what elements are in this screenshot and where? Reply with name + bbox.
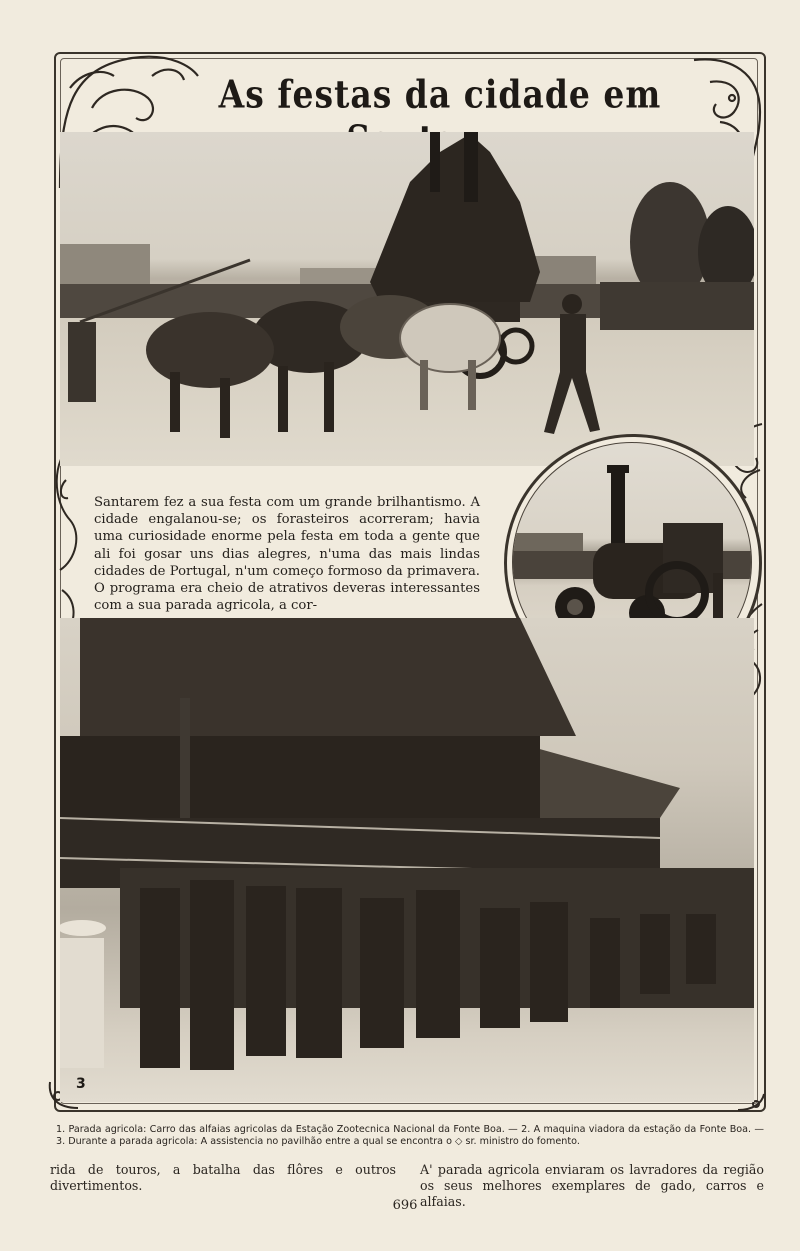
photo-3-number: 3: [76, 1076, 86, 1092]
page-number: 696: [392, 1198, 418, 1213]
photo-captions: 1. Parada agricola: Carro das alfaias agricolas da Estação Zootecnica Nacional da Fonte Boa. — 2. A maquina viadora da estação da Fonte Boa. — 3. Durante a parada agricola: A assistencia no pavilhão entre a qual se encontra o ◇ sr. ministro do fomento.: [56, 1124, 764, 1147]
article-intro: [94, 494, 480, 614]
article-continuation-left: rida de touros, a batalha das flôres e outros divertimentos.: [50, 1162, 396, 1193]
ox-float-illustration: [60, 132, 754, 466]
photo-ox-float: [60, 132, 754, 466]
photo-pavilion-crowd: [60, 618, 754, 1102]
left-mid-ornament: [46, 440, 86, 640]
article-intro-paragraph: Santarem fez a sua festa com um grande brilhantismo. A cidade engalanou-se; os forasteiros acorreram; havia uma curiosidade enorme pela festa em toda a gente que ali foi gosar uns dias alegres, n'uma das mais lindas cidades de Portugal, n'um começo formoso da primavera. O programa era cheio de atrativos deveras interessantes com a sua parada agricola, a cor-: [94, 495, 480, 614]
page-title: As festas da cidade em: [218, 72, 662, 117]
article-continuation-right: A' parada agricola enviaram os lavradores da região os seus melhores exemplares de gado, carros e alfaias.: [420, 1162, 764, 1209]
pavilion-illustration: [60, 618, 754, 1102]
